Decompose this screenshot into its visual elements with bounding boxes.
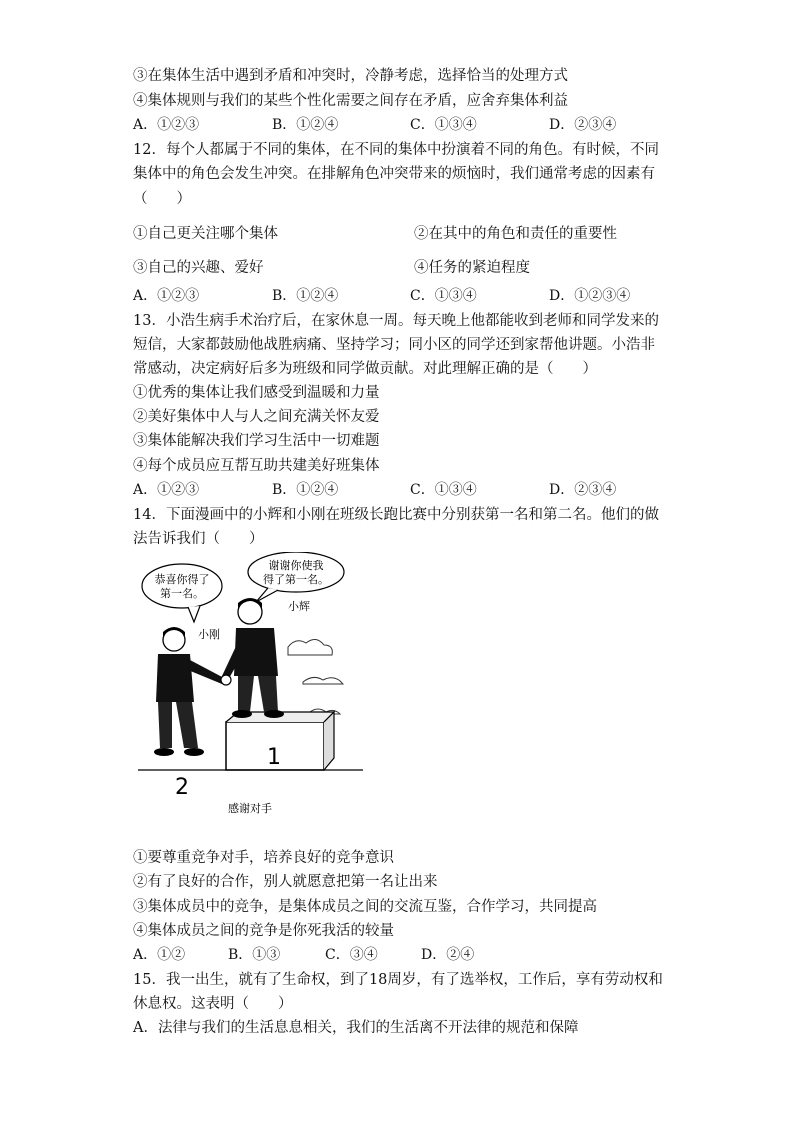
q12-stem-line-1: 12．每个人都属于不同的集体，在不同的集体中扮演着不同的角色。有时候，不同 xyxy=(133,142,659,158)
figure-xiaohui xyxy=(222,598,284,718)
speech-bubble-right-tail xyxy=(256,588,278,602)
q14-stem-line-1: 14．下面漫画中的小辉和小刚在班级长跑比赛中分别获第一名和第二名。他们的做 xyxy=(133,507,659,523)
q14-option-b[interactable]: B．①③ xyxy=(228,947,281,963)
speech-bubble-left-tail xyxy=(188,606,200,622)
q15-stem-line-1: 15．我一出生，就有了生命权，到了18周岁，有了选举权，工作后，享有劳动权和 xyxy=(133,972,663,988)
q12-stem-line-3: （ ） xyxy=(133,191,191,207)
q14-statement-3: ③集体成员中的竞争，是集体成员之间的交流互鉴，合作学习，共同提高 xyxy=(133,899,597,915)
q14-option-d[interactable]: D．②④ xyxy=(421,947,475,963)
q12-statement-2: ②在其中的角色和责任的重要性 xyxy=(414,226,617,242)
figure-xiaogang xyxy=(154,627,224,756)
q13-stem-line-3: 常感动，决定病好后多为班级和同学做贡献。对此理解正确的是（ ） xyxy=(133,361,597,377)
comic-caption: 感谢对手 xyxy=(228,802,272,815)
bubble-left-line-1: 恭喜你得了 xyxy=(154,573,210,586)
q12-statement-3: ③自己的兴趣、爱好 xyxy=(133,260,264,276)
q11-option-d[interactable]: D．②③④ xyxy=(549,117,617,133)
q13-statement-3: ③集体能解决我们学习生活中一切难题 xyxy=(133,433,380,449)
bubble-right-line-1: 谢谢你使我 xyxy=(268,559,324,572)
q12-statements-row-2 xyxy=(133,258,693,278)
q13-stem-line-2: 短信，大家都鼓励他战胜病痛、坚持学习；同小区的同学还到家帮他讲题。小浩非 xyxy=(133,337,655,353)
speech-bubble-left xyxy=(142,564,222,608)
q12-option-c[interactable]: C．①③④ xyxy=(410,288,477,304)
label-xiaogang: 小刚 xyxy=(198,628,220,641)
q14-statement-1: ①要尊重竞争对手，培养良好的竞争意识 xyxy=(133,850,394,866)
cloud-decoration-1 xyxy=(288,639,332,655)
q11-option-c[interactable]: C．①③④ xyxy=(410,117,477,133)
speech-bubble-right xyxy=(248,552,344,592)
q12-option-a[interactable]: A．①②③ xyxy=(133,288,200,304)
podium-side xyxy=(324,712,334,770)
q13-option-c[interactable]: C．①③④ xyxy=(410,482,477,498)
q14-option-a[interactable]: A．①② xyxy=(133,947,186,963)
label-xiaohui: 小辉 xyxy=(288,600,310,613)
q11-statement-3: ③在集体生活中遇到矛盾和冲突时，冷静考虑，选择恰当的处理方式 xyxy=(133,68,568,84)
q13-option-a[interactable]: A．①②③ xyxy=(133,482,200,498)
q12-statements-row-1 xyxy=(133,224,693,244)
q12-option-b[interactable]: B．①②④ xyxy=(272,288,339,304)
q13-stem-line-1: 13．小浩生病手术治疗后，在家休息一周。每天晚上他都能收到老师和同学发来的 xyxy=(133,313,659,329)
q11-statement-4: ④集体规则与我们的某些个性化需要之间存在矛盾，应舍弃集体利益 xyxy=(133,93,568,109)
q13-option-b[interactable]: B．①②④ xyxy=(272,482,339,498)
q12-statement-4: ④任务的紧迫程度 xyxy=(414,260,530,276)
handshake xyxy=(221,675,231,685)
q13-option-d[interactable]: D．②③④ xyxy=(549,482,617,498)
podium-number-2: 2 xyxy=(175,775,189,800)
bubble-right-line-2: 得了第一名。 xyxy=(263,573,329,586)
q13-statement-4: ④每个成员应互帮互助共建美好班集体 xyxy=(133,458,380,474)
q14-stem-line-2: 法告诉我们（ ） xyxy=(133,531,264,547)
q12-statement-1: ①自己更关注哪个集体 xyxy=(133,226,278,242)
q11-option-a[interactable]: A．①②③ xyxy=(133,117,200,133)
q11-option-b[interactable]: B．①②④ xyxy=(272,117,339,133)
q13-statement-2: ②美好集体中人与人之间充满关怀友爱 xyxy=(133,409,380,425)
bubble-left-line-2: 第一名。 xyxy=(160,587,204,600)
q12-stem-line-2: 集体中的角色会发生冲突。在排解角色冲突带来的烦恼时，我们通常考虑的因素有 xyxy=(133,166,655,182)
podium-number-1: 1 xyxy=(267,745,281,770)
cloud-decoration-2 xyxy=(303,677,343,684)
q14-statement-4: ④集体成员之间的竞争是你死我活的较量 xyxy=(133,923,394,939)
q15-option-a[interactable]: A．法律与我们的生活息息相关，我们的生活离不开法律的规范和保障 xyxy=(133,1020,579,1036)
q12-option-d[interactable]: D．①②③④ xyxy=(549,288,631,304)
q14-option-c[interactable]: C．③④ xyxy=(325,947,378,963)
comic-illustration xyxy=(138,552,363,817)
q14-statement-2: ②有了良好的合作，别人就愿意把第一名让出来 xyxy=(133,874,438,890)
q15-stem-line-2: 休息权。这表明（ ） xyxy=(133,996,293,1012)
q13-statement-1: ①优秀的集体让我们感受到温暖和力量 xyxy=(133,385,380,401)
